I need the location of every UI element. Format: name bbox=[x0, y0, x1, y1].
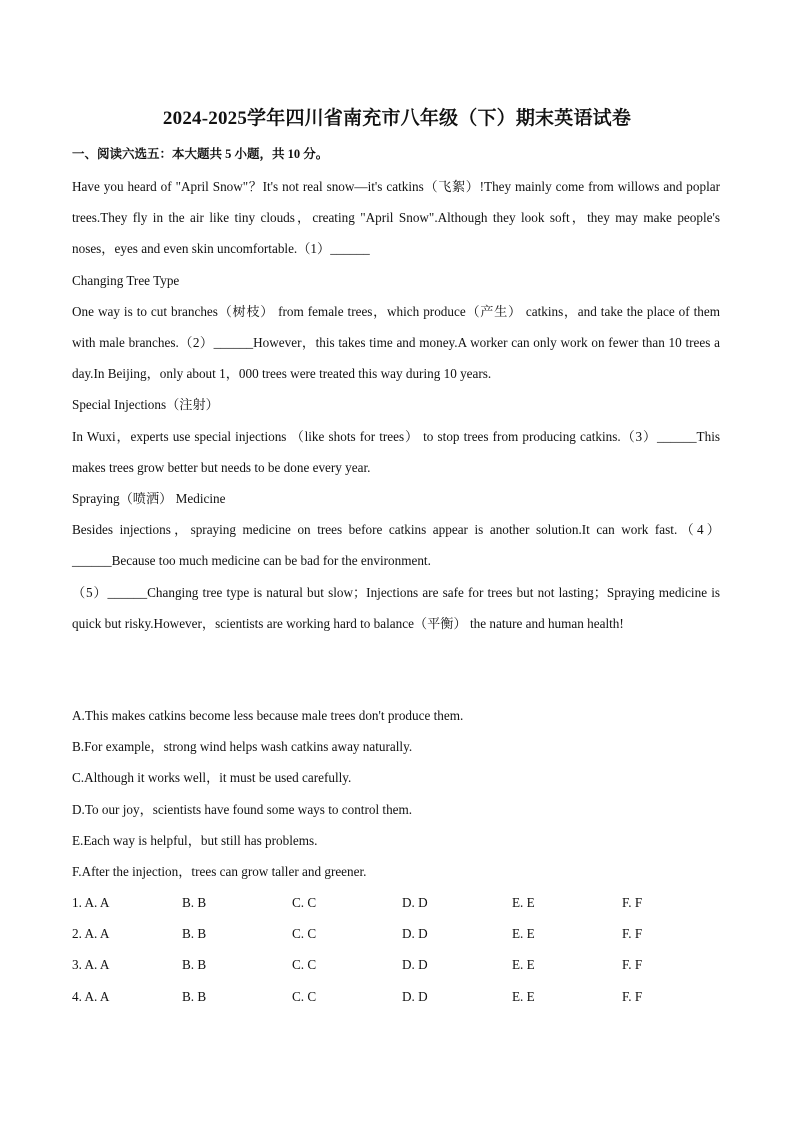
choice-a[interactable]: 2. A. A bbox=[72, 926, 110, 942]
choice-c[interactable]: C. C bbox=[292, 988, 317, 1004]
passage-paragraph-spraying-medicine: Besides injections，spraying medicine on trees before catkins appear is another solution.It can work fast.（4）______Because too much medicine can be bad for the environment. bbox=[72, 522, 720, 569]
question-2-choices bbox=[72, 918, 732, 949]
option-c: C.Although it works well，it must be used carefully. bbox=[72, 770, 352, 786]
choice-c[interactable]: C. C bbox=[292, 926, 317, 942]
choice-f[interactable]: F. F bbox=[622, 988, 643, 1004]
option-f: F.After the injection，trees can grow taller and greener. bbox=[72, 864, 367, 880]
answer-choice-grid bbox=[72, 887, 732, 1012]
choice-e[interactable]: E. E bbox=[512, 895, 535, 910]
choice-e[interactable]: E. E bbox=[512, 988, 535, 1004]
passage-paragraph-conclusion: （5）______Changing tree type is natural but slow；Injections are safe for trees but not lasting；Spraying medicine is quick but risky.However，scientists are working hard to balance（平衡） the nature and human health! bbox=[72, 584, 720, 631]
choice-c[interactable]: C. C bbox=[292, 957, 317, 973]
choice-f[interactable]: F. F bbox=[622, 926, 643, 942]
option-a: A.This makes catkins become less because male trees don't produce them. bbox=[72, 708, 464, 723]
choice-a[interactable]: 4. A. A bbox=[72, 988, 110, 1004]
passage-paragraph-changing-tree-type: One way is to cut branches（树枝） from female trees，which produce（产生） catkins，and take the place of them with male branches.（2）______However，this takes time and money.A worker can only work on fewer than 10 trees a day.In Beijing，only about 1，000 trees were treated this way during 10 years. bbox=[72, 303, 720, 382]
choice-b[interactable]: B. B bbox=[182, 926, 207, 942]
choice-f[interactable]: F. F bbox=[622, 895, 643, 910]
question-4-choices bbox=[72, 981, 732, 1012]
choice-d[interactable]: D. D bbox=[402, 988, 428, 1004]
choice-b[interactable]: B. B bbox=[182, 957, 207, 973]
choice-e[interactable]: E. E bbox=[512, 957, 535, 973]
page-title: 2024-2025学年四川省南充市八年级（下）期末英语试卷 bbox=[162, 108, 632, 129]
passage-subheading-spraying-medicine: Spraying（喷洒） Medicine bbox=[72, 491, 226, 507]
passage-subheading-changing-tree-type: Changing Tree Type bbox=[72, 272, 180, 288]
option-b: B.For example，strong wind helps wash catkins away naturally. bbox=[72, 739, 413, 755]
choice-f[interactable]: F. F bbox=[622, 957, 643, 973]
question-3-choices bbox=[72, 949, 732, 980]
section-heading: 一、阅读六选五：本大题共 5 小题，共 10 分。 bbox=[72, 147, 329, 161]
passage-paragraph-special-injections: In Wuxi，experts use special injections （like shots for trees） to stop trees from producing catkins.（3）______This makes trees grow better but needs to be done every year. bbox=[72, 428, 720, 475]
option-e: E.Each way is helpful，but still has problems. bbox=[72, 832, 318, 848]
choice-e[interactable]: E. E bbox=[512, 926, 535, 942]
choice-b[interactable]: B. B bbox=[182, 988, 207, 1004]
choice-d[interactable]: D. D bbox=[402, 895, 428, 910]
choice-d[interactable]: D. D bbox=[402, 926, 428, 942]
answer-options-list bbox=[72, 700, 720, 887]
choice-c[interactable]: C. C bbox=[292, 895, 317, 910]
choice-b[interactable]: B. B bbox=[182, 895, 207, 910]
choice-a[interactable]: 3. A. A bbox=[72, 957, 110, 973]
choice-d[interactable]: D. D bbox=[402, 957, 428, 973]
passage-subheading-special-injections: Special Injections（注射） bbox=[72, 397, 219, 413]
question-1-choices bbox=[72, 887, 732, 918]
option-d: D.To our joy，scientists have found some ways to control them. bbox=[72, 801, 413, 817]
reading-passage bbox=[72, 171, 720, 639]
passage-paragraph-intro: Have you heard of "April Snow"？It's not real snow—it's catkins（飞絮）!They mainly come from willows and poplar trees.They fly in the air like tiny clouds，creating "April Snow".Although they look soft，they may make people's noses，eyes and even skin uncomfortable.（1）______ bbox=[72, 179, 720, 257]
choice-a[interactable]: 1. A. A bbox=[72, 895, 110, 910]
